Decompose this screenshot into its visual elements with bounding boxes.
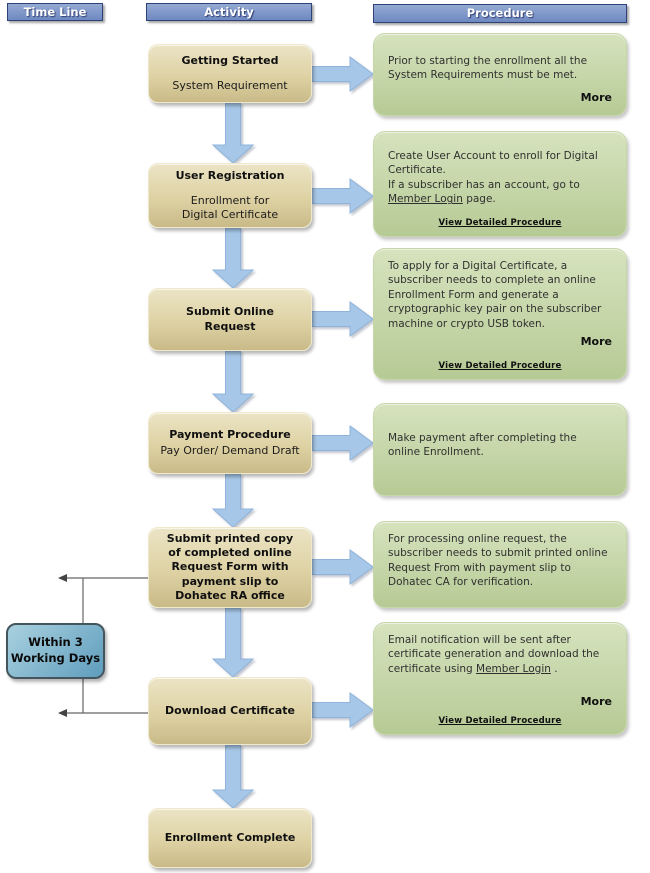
badge-line-1: Within 3: [28, 635, 83, 650]
arrow-right-icon: [312, 693, 373, 727]
procedure-box-submit-online-request: [373, 248, 627, 380]
more-link[interactable]: More: [580, 694, 612, 708]
arrow-down-icon: [213, 474, 253, 527]
activity-subtitle: System Requirement: [172, 79, 288, 92]
activity-box-submit-printed-copy: [148, 527, 312, 608]
procedure-text: To apply for a Digital Certificate, a subscriber needs to complete an online Enrollment Form and generate a cryptographic key pair on the subscriber machine or crypto USB token.: [388, 260, 602, 330]
activity-title: Submit printed copy of completed online Request Form with payment slip to Dohatec RA office: [166, 531, 294, 602]
activity-box-getting-started: [148, 44, 312, 103]
subtitle-line-1: Enrollment for: [190, 193, 270, 207]
activity-box-submit-online-request: [148, 288, 312, 351]
more-link[interactable]: More: [580, 90, 612, 104]
activity-title: User Registration: [175, 168, 285, 182]
subtitle-line-2: Digital Certificate: [181, 208, 279, 222]
member-login-link[interactable]: Member Login: [388, 193, 463, 206]
arrow-right-icon: [312, 57, 373, 91]
procedure-box-payment-procedure: [373, 403, 627, 496]
activity-title: Download Certificate: [165, 703, 295, 717]
arrow-right-icon: [312, 302, 373, 336]
activity-title: Enrollment Complete: [164, 830, 296, 844]
activity-title: Submit Online Request: [186, 305, 274, 333]
activity-subtitle: [182, 194, 278, 223]
column-header-procedure: Procedure: [373, 4, 627, 23]
arrow-down-icon: [213, 745, 253, 808]
arrow-right-icon: [312, 179, 373, 213]
procedure-text: [388, 178, 612, 207]
procedure-box-user-registration: [373, 131, 627, 237]
procedure-text: Prior to starting the enrollment all the System Requirements must be met.: [388, 55, 588, 82]
column-header-timeline: Time Line: [7, 3, 103, 21]
activity-box-payment-procedure: [148, 412, 312, 474]
arrow-down-icon: [213, 228, 253, 288]
arrow-down-icon: [213, 608, 253, 677]
arrow-left-icon: [58, 709, 67, 717]
timeline-badge-within-3-working-days: [6, 623, 105, 679]
view-detailed-procedure-link[interactable]: View Detailed Procedure: [438, 361, 562, 372]
text-segment: If a subscriber has an account, go to: [388, 178, 580, 191]
view-detailed-procedure-link[interactable]: View Detailed Procedure: [438, 716, 562, 727]
activity-box-download-certificate: [148, 677, 312, 745]
text-segment: page.: [462, 193, 496, 206]
procedure-text: [388, 633, 612, 676]
text-segment: .: [550, 662, 558, 675]
activity-box-user-registration: [148, 163, 312, 228]
procedure-text: For processing online request, the subscriber needs to submit printed online Request From with payment slip to Dohatec CA for verification.: [388, 533, 608, 589]
member-login-link[interactable]: Member Login: [476, 662, 551, 675]
procedure-text: Make payment after completing the online Enrollment.: [388, 432, 577, 459]
arrow-down-icon: [213, 351, 253, 412]
arrow-right-icon: [312, 550, 373, 584]
procedure-text: Create User Account to enroll for Digital Certificate.: [388, 150, 598, 177]
column-header-activity: Activity: [146, 3, 312, 21]
activity-box-enrollment-complete: [148, 808, 312, 868]
arrow-left-icon: [58, 574, 67, 582]
procedure-box-getting-started: [373, 33, 627, 116]
procedure-box-download-certificate: [373, 622, 627, 735]
more-link[interactable]: More: [580, 335, 612, 349]
activity-title: Payment Procedure: [169, 428, 291, 442]
activity-title: Getting Started: [181, 53, 279, 67]
activity-subtitle: Pay Order/ Demand Draft: [160, 443, 300, 457]
text-segment: Email notification will be sent after certificate generation and download the certificate using: [388, 634, 600, 675]
arrow-right-icon: [312, 426, 373, 460]
arrow-down-icon: [213, 103, 253, 163]
procedure-box-submit-printed-copy: [373, 521, 627, 608]
view-detailed-procedure-link[interactable]: View Detailed Procedure: [438, 218, 562, 229]
badge-line-2: Working Days: [10, 651, 101, 665]
